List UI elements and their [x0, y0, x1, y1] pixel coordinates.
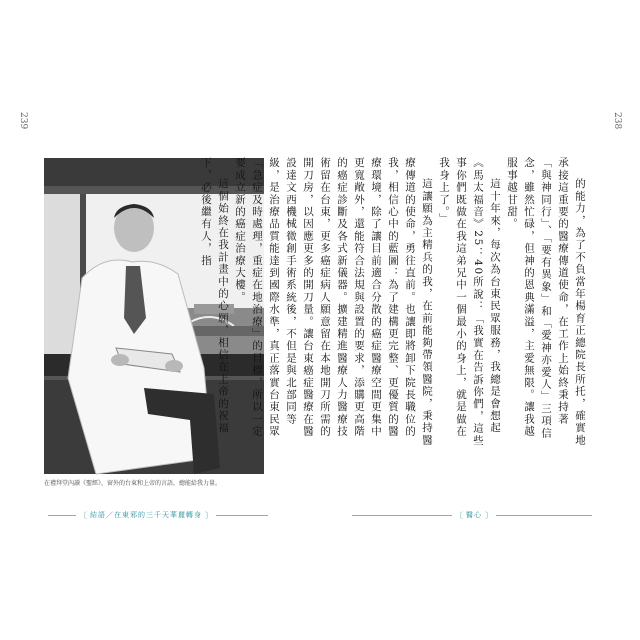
footer-bracket: 〕 [485, 510, 493, 520]
paragraph: 這個始終在我計畫中的心願，相信在上帝的祝福下，必後繼有人，指 [200, 157, 229, 435]
paragraph: 這十年來，每次為台東民眾服務，我總是會想起《馬太福音》25：40所說：「我實在告訴你們，這些事你們既做在我這弟兄中一個最小的身上，就是做在我身上了。」 [438, 157, 501, 447]
left-footer [48, 509, 268, 521]
footer-rule [496, 515, 592, 516]
paragraph: 的能力，為了不負當年楊育正總院長所托，確實地承接這重要的醫療傳道使命，在工作上始終秉持著「與神同行」、「要有異象」和「愛神亦愛人」三項信念，雖然忙碌，但神的恩典滿溢，主愛無限。讓我越服事越甘甜。 [506, 157, 586, 447]
footer-bracket: 〔 [79, 510, 87, 520]
footer-rule [48, 515, 76, 516]
right-page-number: 238 [612, 112, 622, 130]
footer-title: 在東邪的三千天華麗轉身 [114, 511, 202, 519]
footer-bracket: 〔 [455, 510, 463, 520]
footer-section: 結語 [90, 511, 106, 519]
footer-bracket: 〕 [205, 510, 213, 520]
footer-separator: ／ [106, 511, 114, 519]
footer-rule [352, 515, 452, 516]
paragraph: 這讓願為主精兵的我，在前能夠帶領醫院，秉持醫療傳道的使命，勇往直前。也讓即將卸下院長職位的我，相信心中的藍圖：為了建構更完整、更優質的醫療環境，除了讓目前適合分散的癌症醫療空間更集中更寬敞外，還能符合法規與設置的要求，添購更高階的癌症診斷及各式新儀器。擴建精進醫療人力醫療技術留在台東，更多癌症病人願意留在本地開刀所需的開刀房，以因應更多的開刀量。讓台東癌症醫療在醫設達文西機械微創手術系統後，不但是與北部同等級，是治療品質能達到國際水準，真正落實台東民眾「急症及時處理，重症在地治療」的目標，所以一定要成立新的癌症治療大樓。 [234, 157, 433, 447]
right-footer [352, 509, 592, 521]
footer-section: 醫心 [466, 511, 482, 519]
left-page-number: 239 [18, 112, 28, 130]
footer-rule [216, 515, 268, 516]
body-text [200, 157, 588, 447]
photo-caption: 在禮拜堂內讀《聖經》，窗外的台東和上帝的言語，總能給我力量。 [44, 480, 222, 487]
